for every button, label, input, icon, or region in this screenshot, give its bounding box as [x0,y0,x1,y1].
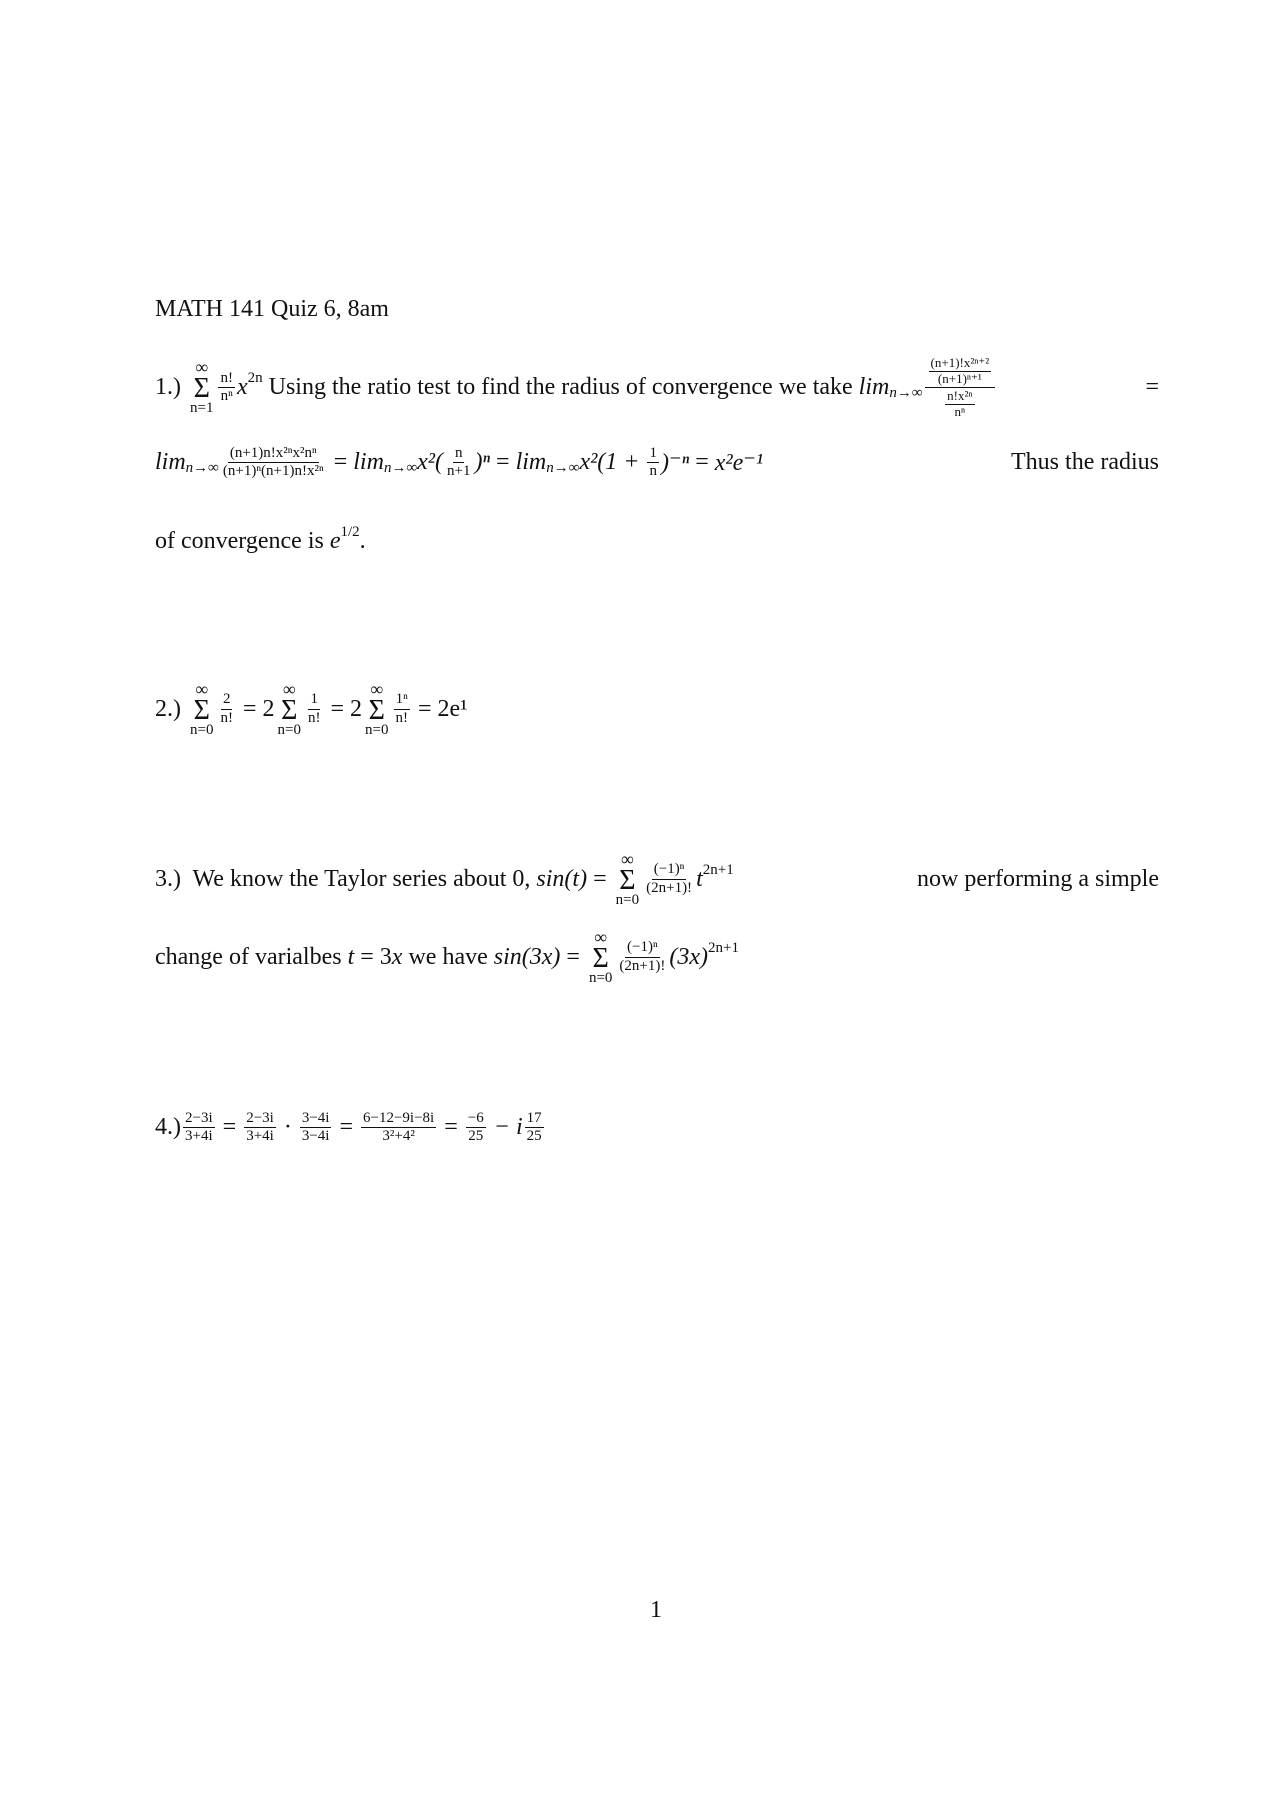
fraction [218,370,235,406]
sum-sign: Σ [193,695,210,726]
body-text: now performing a simple [905,865,1159,892]
denominator: 3+4i [246,1128,274,1145]
equals: = [327,449,354,476]
numerator: 3−4i [300,1110,332,1128]
numerator: 1 [308,691,320,709]
problem-1-line-3 [155,524,1159,555]
math-expr: sin(t) [536,865,588,892]
fraction [525,1110,544,1146]
period: . [359,528,366,554]
math-expr: x²(1 + [579,449,646,476]
denominator: n+1 [446,463,471,480]
sum-sign: Σ [281,695,298,726]
numerator: (n+1)!x²ⁿ⁺² [930,355,990,370]
denominator: 25 [526,1128,542,1145]
denominator: (n+1)ⁿ(n+1)n!x²ⁿ [222,463,324,480]
lim: lim [858,373,890,400]
sum-lower: n=0 [615,892,640,909]
numerator: n [453,445,465,463]
numerator: 2−3i [183,1110,215,1128]
problem-2 [155,680,1159,738]
math-expr: sin(3x) [493,943,561,970]
sum-sign: Σ [619,865,636,896]
body-text: Using the ratio test to find the radius of convergence we take [262,373,859,400]
denominator: (2n+1)! [619,957,666,974]
sum-sign: Σ [592,943,609,974]
equals: = 3 [354,943,392,970]
lim-subscript: n→∞ [546,460,580,477]
numerator: −6 [466,1110,486,1128]
title-text: MATH 141 Quiz 6, 8am [155,296,389,322]
numerator: (−1)ⁿ [625,939,660,957]
math-var: t [347,943,355,970]
numerator: n!x²ⁿ [947,387,973,403]
sum-sign: Σ [193,373,210,405]
math-var: x [236,373,248,400]
sum-sign: Σ [368,695,385,726]
denominator: nⁿ [220,387,233,404]
equals: = [587,865,613,892]
fraction [306,691,323,727]
body-text: of convergence is [155,528,330,554]
problem-1-line-2 [155,445,1159,481]
denominator: n! [395,709,408,726]
sum-upper: ∞ [594,927,608,947]
lim: lim [155,449,186,476]
quiz-title [155,296,1159,323]
equals: = 2 [324,695,363,722]
fraction [183,1110,215,1146]
compound-fraction [925,355,996,420]
problem-3-line-1 [155,850,1159,908]
problem-3-line-2 [155,928,1159,986]
equals: = 2 [236,695,275,722]
sum-upper: ∞ [370,679,384,699]
denominator: n! [220,709,233,726]
summation [278,680,301,738]
lim: lim [353,449,384,476]
numerator: 1 [647,445,659,463]
summation [190,358,213,416]
summation [365,680,388,738]
fraction [644,861,694,897]
math-expr: x²( [417,449,443,476]
summation [589,928,612,986]
body-text: change of varialbes [155,943,348,970]
equals: = [333,1114,360,1141]
numerator: 17 [525,1110,544,1128]
sum-upper: ∞ [195,357,209,378]
fraction [945,389,974,420]
numerator: (−1)ⁿ [652,861,687,879]
numerator: 2−3i [244,1110,276,1128]
math-expr: (3x) [669,943,709,970]
denominator: n [649,463,657,480]
lim-subscript: n→∞ [185,460,219,477]
lim-subscript: n→∞ [383,460,418,477]
sum-lower: n=0 [365,722,389,739]
equals: = [490,449,516,476]
numerator: 1ⁿ [394,691,410,709]
sum-upper: ∞ [282,679,296,699]
math-expr: x²e⁻¹ [714,450,764,477]
exponent: 1/2 [340,524,360,540]
problem-label: 2.) [155,695,187,722]
fraction [244,1110,276,1146]
equals: = [689,449,715,476]
math-var: t [696,865,703,892]
fraction [300,1110,332,1146]
denominator: n! [307,709,321,726]
fraction [394,691,411,727]
math-expr: )⁻ⁿ [660,450,690,477]
fraction [218,691,235,727]
math-expr: − i [487,1114,523,1141]
body-text: Thus the radius [1005,449,1159,476]
page-number: 1 [650,1597,662,1623]
sum-lower: n=1 [190,400,214,417]
denominator: (2n+1)! [646,879,693,896]
fraction [929,356,992,387]
fraction [361,1110,436,1146]
summation [616,850,639,908]
denominator: 3+4i [185,1128,213,1145]
fraction [617,939,667,975]
body-text: 3.) We know the Taylor series about 0, [155,865,537,892]
equals: = [560,943,586,970]
summation [190,680,213,738]
sum-lower: n=0 [277,722,301,739]
body-text: we have [402,943,494,970]
denominator [941,388,978,420]
numerator: 6−12−9i−8i [361,1110,436,1128]
fraction [466,1110,486,1146]
exponent: 2n+1 [702,861,734,878]
denominator: nⁿ [954,403,966,419]
sum-upper: ∞ [195,679,209,699]
lim-subscript: n→∞ [889,384,923,401]
exponent: 2n [247,369,263,386]
equals: = 2e¹ [412,695,468,722]
equals: = [438,1114,464,1141]
sum-lower: n=0 [190,722,214,739]
problem-4 [155,1110,1159,1146]
numerator [925,355,996,388]
problem-label: 4.) [155,1114,181,1141]
denominator: 3−4i [301,1128,330,1145]
denominator: 3²+4² [382,1128,415,1145]
sum-lower: n=0 [588,970,613,987]
equals: = [216,1114,243,1141]
denominator: (n+1)ⁿ⁺¹ [937,370,982,386]
problem-1-line-1 [155,355,1159,420]
dot-operator: · [277,1114,298,1141]
math-var: e [329,528,341,554]
fraction [647,445,659,481]
math-expr: )ⁿ [474,449,491,476]
numerator: n! [218,370,235,388]
exponent: 2n+1 [708,939,739,956]
numerator: 2 [221,691,233,709]
numerator: (n+1)n!x²ⁿx²nⁿ [228,445,319,463]
math-var: x [391,943,403,970]
denominator: 25 [468,1128,484,1145]
lim: lim [515,449,547,476]
fraction [445,445,472,481]
equals: = [1145,373,1159,400]
sum-upper: ∞ [620,849,634,869]
fraction [221,445,326,481]
problem-label: 1.) [155,373,187,400]
